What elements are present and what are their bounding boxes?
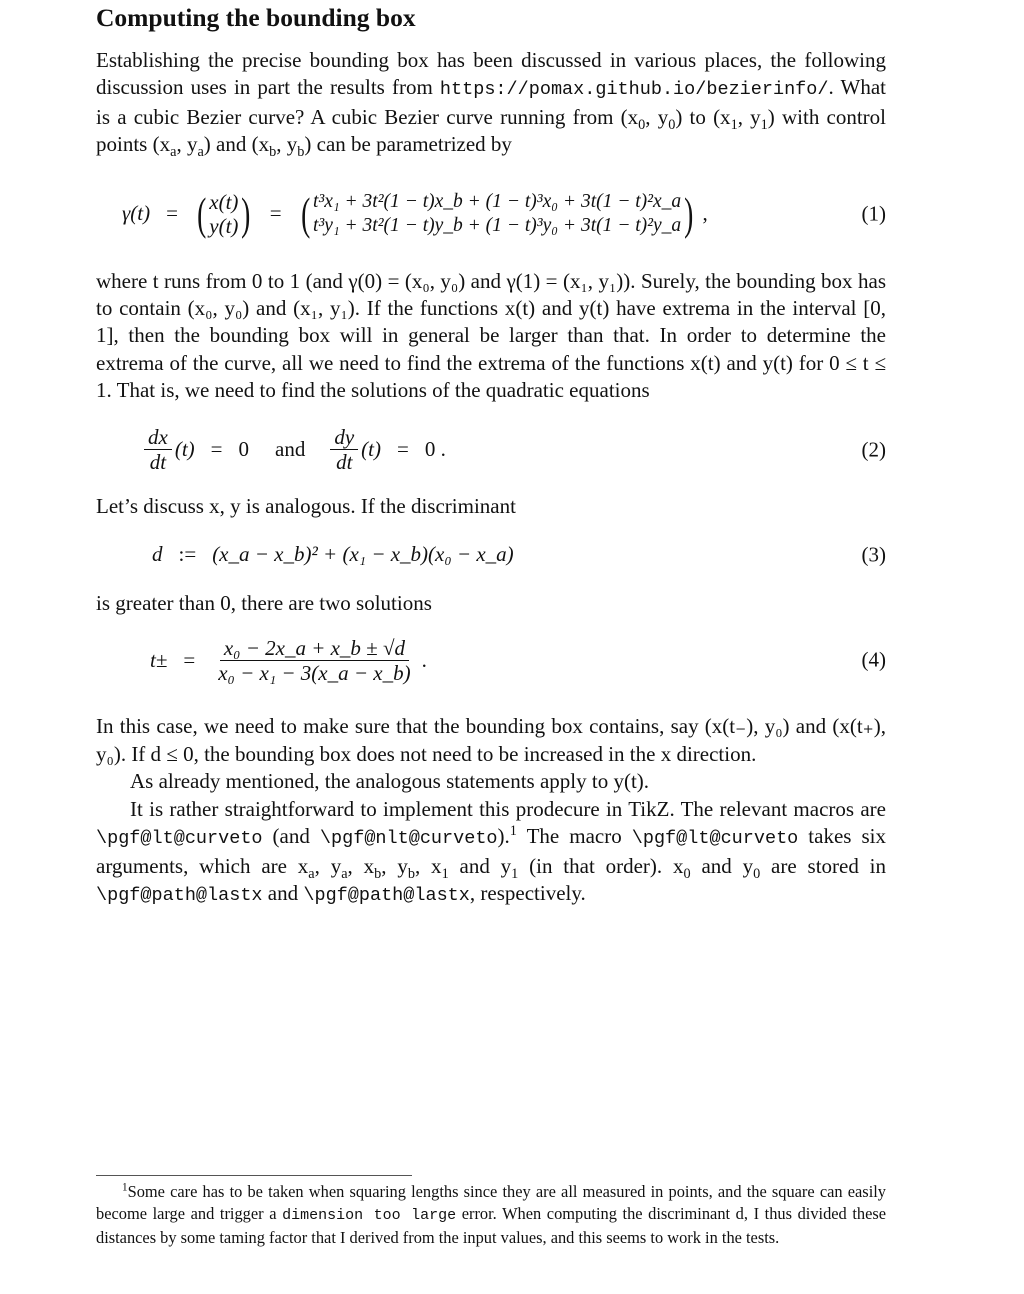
paragraph-implementation: It is rather straightforward to implement this prodecure in TikZ. The relevant macros are \pgf@lt@curveto (and \pgf@nlt@curveto).$^1$ The macro \pgf@lt@curveto takes six arguments, which are $x_a$, $y_a$, $x_b$, $y_b$, $x_1$ and $y_1$ (in that order). $x_0$ and $y_0$ are stored in \pgf@path@lastx and \pgf@path@lastx, respectively.	[96, 796, 886, 906]
url-link[interactable]: https://pomax.github.io/bezierinfo/	[439, 79, 829, 101]
macro-lt-curveto: \pgf@lt@curveto	[96, 828, 263, 850]
paragraph-extrema: where t runs from 0 to 1 (and γ(0) = (x₀, y₀) and γ(1) = (x₁, y₁)). Surely, the bounding box has to contain (x₀, y₀) and (x₁, y₁). If the functions x(t) and y(t) have extrema in the interval [0, 1], then the bounding box will in general be larger than that. In order to determine the extrema of the curve, all we need to find the extrema of the functions x(t) and y(t) for 0 ≤ t ≤ 1. That is, we need to find the solutions of the quadratic equations	[96, 268, 886, 403]
eq4-number: (4)	[861, 647, 886, 672]
eq1-lhs: γ(t)	[122, 200, 151, 225]
footnote-rule	[96, 1175, 412, 1176]
paragraph-case: In this case, we need to make sure that the bounding box contains, say (x(t₋), y₀) and (x(t₊), y₀). If d ≤ 0, the bounding box does not need to be increased in the x direction.	[96, 714, 886, 766]
paragraph-analogous: As already mentioned, the analogous statements apply to y(t).	[130, 769, 650, 794]
footnote-code: dimension too large	[282, 1207, 457, 1224]
eq1-vector-left: ( x(t) y(t) )	[197, 187, 251, 239]
paragraph-discriminant: Let’s discuss x, y is analogous. If the discriminant	[96, 493, 516, 518]
eq1-vector-right: ( t³x₁ + 3t²(1 − t)x_b + (1 − t)³x₀ + 3t(1 − t)²x_a t³y₁ + 3t²(1 − t)y_b + (1 − t)³y₀ + 3t(1 − t)²y_a )	[300, 187, 694, 239]
document-page	[96, 0, 886, 909]
footnote-ref[interactable]: 1	[509, 823, 517, 840]
equation-4: t± = $\frac{\text{x₀ − 2x\_a + x\_b ± √d}}{\text{x₀ − x₁ − 3(x\_a − x\_b)}}$ . (4)	[150, 635, 886, 685]
equation-2: $\frac{dx}{dt}$ (t) = 0 and $\frac{dy}{dt}$ (t) = 0 . (2)	[96, 415, 886, 485]
footnote: $^1$Some care has to be taken when squaring lengths since they are all measured in points, and the square can easily become large and trigger a dimension too large error. When computing the discriminant d, I thus divided these distances by some taming factor that I derived from the input values, and this seems to work in the tests.	[96, 1181, 887, 1247]
equation-3: d := (x_a − x_b)² + (x₁ − x_b)(x₀ − x_a) (3)	[96, 528, 886, 582]
section-title: Computing the bounding box	[96, 3, 416, 32]
footnote-mark: 1	[122, 1181, 128, 1194]
paragraph-intro: Establishing the precise bounding box has been discussed in various places, the following discussion uses in part the results from https://pomax.github.io/bezierinfo/. What is a cubic Bezier curve? A cubic Bezier curve running from ($x_0$, $y_0$) to ($x_1$, $y_1$) with control points ($x_a$, $y_a$) and ($x_b$, $y_b$) can be parametrized by	[96, 48, 886, 161]
eq1-number: (1)	[861, 200, 886, 225]
equation-1: γ(t) = ( x(t) y(t) ) = ( t³x₁ + 3t²(1 − t)x_b + (1 − t)³x₀ + 3t(1 − t)²x_a t³y₁ + 3t²(1 − t)y_b + (1 − t)³y₀ + 3t(1 − t)²y_a ) , (1)	[122, 187, 886, 239]
eq2-number: (2)	[861, 436, 886, 461]
macro-nlt-curveto: \pgf@nlt@curveto	[319, 828, 498, 850]
eq3-number: (3)	[861, 542, 886, 567]
paragraph-solutions: is greater than 0, there are two solutions	[96, 591, 432, 616]
